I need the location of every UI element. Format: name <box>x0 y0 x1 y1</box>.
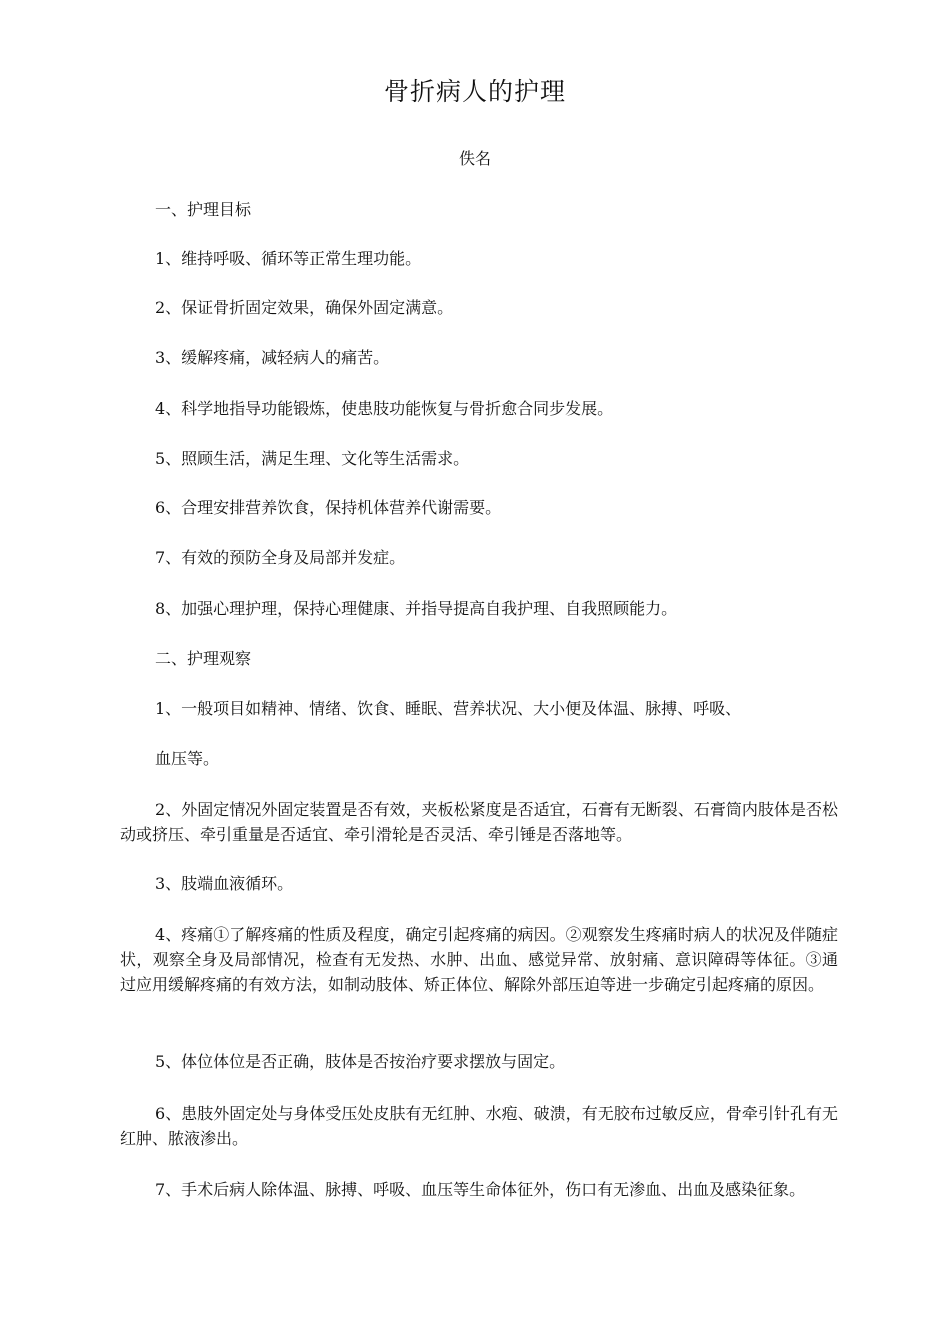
observation-item-3: 3、肢端血液循环。 <box>155 874 294 893</box>
section-heading-goals: 一、护理目标 <box>155 200 252 219</box>
observation-item-6: 6、患肢外固定处与身体受压处皮肤有无红肿、水疱、破溃，有无胶布过敏反应，骨牵引针孔有无红肿、脓液渗出。 <box>120 1104 838 1148</box>
goal-item-8: 8、加强心理护理，保持心理健康、并指导提高自我护理、自我照顾能力。 <box>155 599 678 618</box>
observation-item-1-line2: 血压等。 <box>155 749 220 768</box>
goal-item-5: 5、照顾生活，满足生理、文化等生活需求。 <box>155 449 470 468</box>
observation-item-2: 2、外固定情况外固定装置是否有效，夹板松紧度是否适宜，石膏有无断裂、石膏筒内肢体是否松动或挤压、牵引重量是否适宜、牵引滑轮是否灵活、牵引锤是否落地等。 <box>120 800 838 844</box>
document-title: 骨折病人的护理 <box>383 77 566 106</box>
observation-item-5: 5、体位体位是否正确，肢体是否按治疗要求摆放与固定。 <box>155 1052 566 1071</box>
goal-item-1: 1、维持呼吸、循环等正常生理功能。 <box>155 249 422 268</box>
goal-item-4: 4、科学地指导功能锻炼，使患肢功能恢复与骨折愈合同步发展。 <box>155 399 614 418</box>
goal-item-7: 7、有效的预防全身及局部并发症。 <box>155 548 406 567</box>
observation-item-4: 4、疼痛①了解疼痛的性质及程度，确定引起疼痛的病因。②观察发生疼痛时病人的状况及伴随症状，观察全身及局部情况，检查有无发热、水肿、出血、感觉异常、放射痛、意识障碍等体征。③通过应用缓解疼痛的有效方法，如制动肢体、矫正体位、解除外部压迫等进一步确定引起疼痛的原因。 <box>120 925 838 994</box>
goal-item-3: 3、缓解疼痛，减轻病人的痛苦。 <box>155 348 390 367</box>
goal-item-6: 6、合理安排营养饮食，保持机体营养代谢需要。 <box>155 498 502 517</box>
document-author: 佚名 <box>458 149 491 168</box>
goal-item-2: 2、保证骨折固定效果，确保外固定满意。 <box>155 298 454 317</box>
observation-item-1-line1: 1、一般项目如精神、情绪、饮食、睡眠、营养状况、大小便及体温、脉搏、呼吸、 <box>155 699 742 718</box>
section-heading-observation: 二、护理观察 <box>155 649 252 668</box>
observation-item-7: 7、手术后病人除体温、脉搏、呼吸、血压等生命体征外，伤口有无渗血、出血及感染征象。 <box>155 1180 806 1199</box>
